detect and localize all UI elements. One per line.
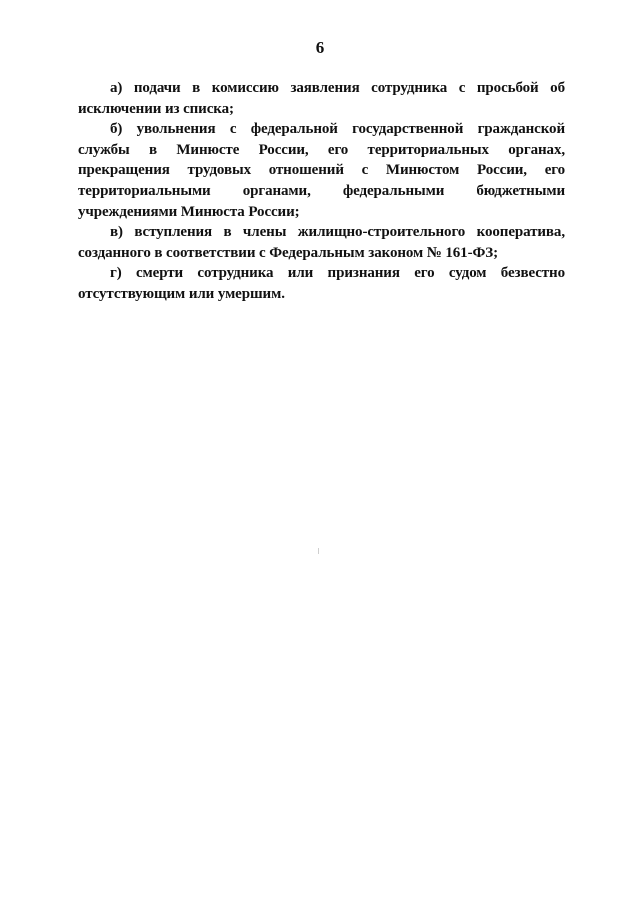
scan-artifact: [318, 548, 319, 554]
page-number: 6: [315, 38, 325, 57]
paragraph-d: г) смерти сотрудника или признания его судом безвестно отсутствующим или умершим.: [78, 265, 565, 302]
paragraph-b: б) увольнения с федеральной государственной гражданской службы в Минюсте России, его территориальных органах, прекращения трудовых отношений с Минюстом России, его территориальными органами, федеральными бюджетными учреждениями Минюста России;: [78, 121, 565, 220]
document-body: [78, 78, 565, 305]
paragraph-c: в) вступления в члены жилищно-строительного кооператива, созданного в соответствии с Федеральным законом № 161-ФЗ;: [78, 224, 565, 261]
paragraph-a: а) подачи в комиссию заявления сотрудника с просьбой об исключении из списка;: [78, 80, 565, 117]
